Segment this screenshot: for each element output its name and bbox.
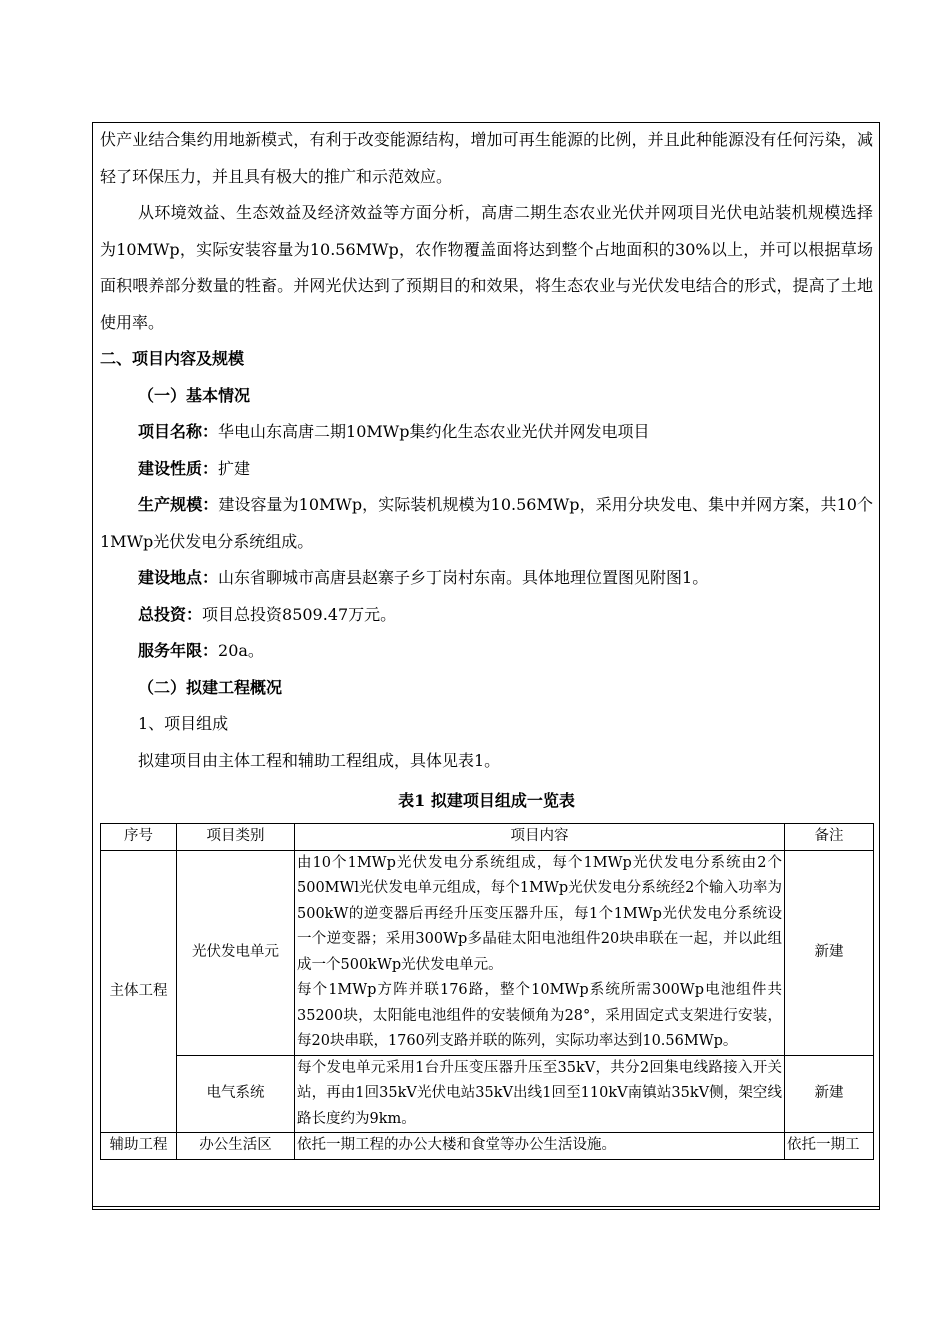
investment-label: 总投资：: [138, 604, 203, 624]
production-scale-value: 建设容量为10MWp，实际装机规模为10.56MWp，采用分块发电、集中并网方案，共10个1MWp光伏发电分系统组成。: [100, 495, 873, 551]
table-row: [101, 850, 874, 1055]
item-composition-title: 1、项目组成: [138, 714, 229, 733]
investment-line: [100, 597, 873, 634]
pv-content-part1: 由10个1MWp光伏发电分系统组成，每个1MWp光伏发电分系统由2个500MWl光伏发电单元组成，每个1MWp光伏发电分系统经2个输入功率为500kW的逆变器后再经升压变压器升压，每1个1MWp光伏发电分系统设一个逆变器；采用300Wp多晶硅太阳电池组件20块串联在一起，并以此组成一个500kWp光伏发电单元。: [297, 854, 782, 973]
office-note-cell: 依托一期工: [785, 1133, 874, 1160]
composition-intro: 拟建项目由主体工程和辅助工程组成，具体见表1。: [138, 750, 501, 770]
section-heading: 二、项目内容及规模: [100, 349, 245, 368]
header-note: 备注: [785, 824, 874, 851]
location-value: 山东省聊城市高唐县赵寨子乡丁岗村东南。具体地理位置图见附图1。: [218, 568, 709, 587]
service-life-label: 服务年限：: [138, 641, 219, 660]
service-life-line: [100, 633, 873, 670]
document-body: [100, 122, 873, 1160]
header-index: 序号: [101, 824, 177, 851]
main-works-cell: 主体工程: [101, 850, 177, 1133]
office-category-cell: 办公生活区: [177, 1133, 295, 1160]
aux-works-cell: 辅助工程: [101, 1133, 177, 1160]
office-content-cell: 依托一期工程的办公大楼和食堂等办公生活设施。: [295, 1133, 785, 1160]
table-header-row: [101, 824, 874, 851]
project-name-line: [100, 414, 873, 451]
project-nature-value: 扩建: [218, 458, 251, 478]
table-row: [101, 1133, 874, 1160]
project-nature-line: [100, 451, 873, 488]
electrical-category-cell: 电气系统: [177, 1055, 295, 1133]
project-nature-label: 建设性质：: [138, 458, 219, 478]
subsection-overview: （二）拟建工程概况: [138, 677, 283, 697]
header-category: 项目类别: [177, 824, 295, 851]
electrical-note-cell: 新建: [785, 1055, 874, 1133]
production-scale-line: [100, 487, 873, 560]
composition-table: [100, 823, 874, 1160]
production-scale-label: 生产规模：: [138, 495, 219, 514]
pv-note-cell: 新建: [785, 850, 874, 1055]
header-content: 项目内容: [295, 824, 785, 851]
table-row: [101, 1055, 874, 1133]
pv-content-part2: 每个1MWp方阵并联176路，整个10MWp系统所需300Wp电池组件共35200块，太阳能电池组件的安装倾角为28°，采用固定式支架进行安装，每20块串联，1760列支路并联的陈列，实际功率达到10.56MWp。: [297, 982, 782, 1049]
pv-content-cell: [295, 850, 785, 1055]
location-label: 建设地点：: [138, 568, 219, 587]
project-name-label: 项目名称：: [138, 422, 219, 441]
table-title: 表1 拟建项目组成一览表: [398, 791, 575, 810]
paragraph-analysis: 从环境效益、生态效益及经济效益等方面分析，高唐二期生态农业光伏并网项目光伏电站装机规模选择为10MWp，实际安装容量为10.56MWp，农作物覆盖面将达到整个占地面积的30%以上，并可以根据草场面积喂养部分数量的牲畜。并网光伏达到了预期目的和效果，将生态农业与光伏发电结合的形式，提高了土地使用率。: [100, 203, 873, 332]
project-name-value: 华电山东高唐二期10MWp集约化生态农业光伏并网发电项目: [218, 422, 650, 441]
service-life-value: 20a。: [218, 641, 264, 660]
investment-value: 项目总投资8509.47万元。: [202, 604, 397, 624]
paragraph-continued: 伏产业结合集约用地新模式，有利于改变能源结构，增加可再生能源的比例，并且此种能源没有任何污染，减轻了环保压力，并且具有极大的推广和示范效应。: [100, 130, 873, 186]
pv-category-cell: 光伏发电单元: [177, 850, 295, 1055]
page-border-inner-line: [92, 1206, 880, 1207]
electrical-content-cell: 每个发电单元采用1台升压变压器升压至35kV，共分2回集电线路接入开关站，再由1回35kV光伏电站35kV出线1回至110kV南镇站35kV侧，架空线路长度约为9km。: [295, 1055, 785, 1133]
subsection-basic-info: （一）基本情况: [138, 385, 251, 405]
location-line: [100, 560, 873, 597]
